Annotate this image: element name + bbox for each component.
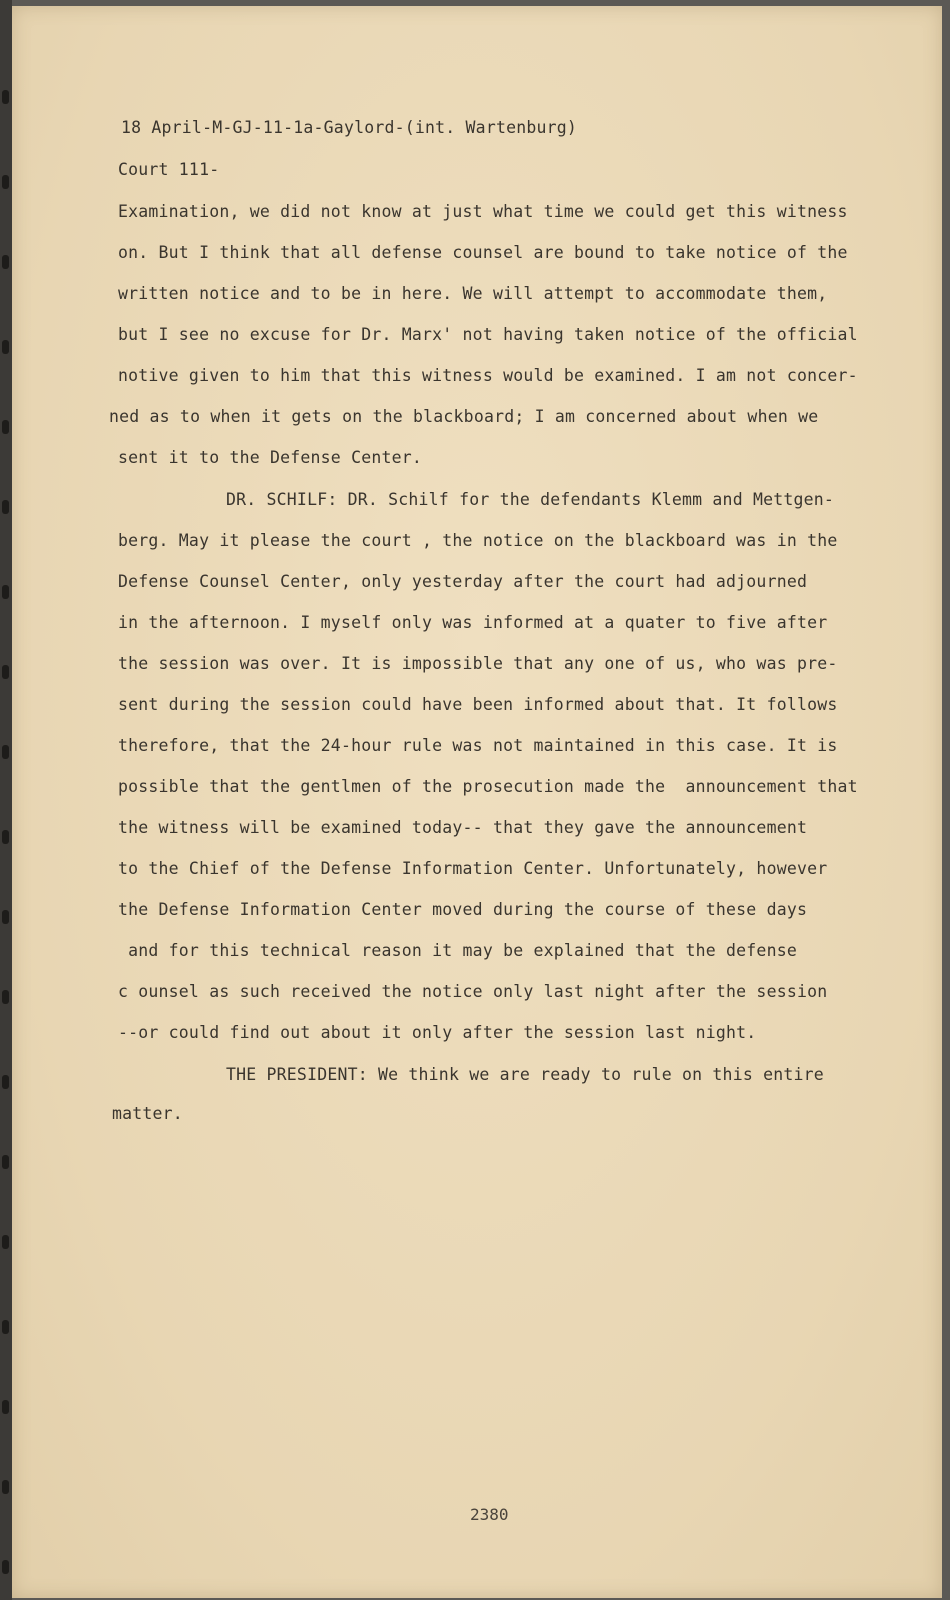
binding-hole — [2, 1560, 9, 1574]
speaker-line: THE PRESIDENT: We think we are ready to rule on this entire — [226, 1065, 824, 1084]
binding-hole — [2, 1075, 9, 1089]
speaker-line: DR. SCHILF: DR. Schilf for the defendants Klemm and Mettgen- — [226, 490, 835, 509]
binding-hole — [2, 1320, 9, 1334]
body-line: matter. — [112, 1104, 183, 1123]
binding-hole — [2, 585, 9, 599]
court-line: Court 111- — [118, 160, 220, 179]
body-line: therefore, that the 24-hour rule was not maintained in this case. It is — [118, 736, 838, 755]
binding-hole — [2, 910, 9, 924]
body-line: notive given to him that this witness would be examined. I am not concer- — [118, 366, 858, 385]
body-line: on. But I think that all defense counsel are bound to take notice of the — [118, 243, 848, 262]
binding-hole — [2, 1480, 9, 1494]
binding-hole — [2, 745, 9, 759]
transcript-page — [12, 6, 942, 1598]
body-line: the Defense Information Center moved during the course of these days — [118, 900, 808, 919]
binding-hole — [2, 340, 9, 354]
binding-hole — [2, 1155, 9, 1169]
body-line: sent it to the Defense Center. — [118, 448, 423, 467]
body-line: to the Chief of the Defense Information Center. Unfortunately, however — [118, 859, 828, 878]
page-number: 2380 — [470, 1505, 509, 1524]
binding-hole — [2, 1400, 9, 1414]
binding-hole — [2, 990, 9, 1004]
binding-hole — [2, 500, 9, 514]
body-line: sent during the session could have been informed about that. It follows — [118, 695, 838, 714]
binding-hole — [2, 90, 9, 104]
body-line: ned as to when it gets on the blackboard; I am concerned about when we — [109, 407, 819, 426]
body-line: --or could find out about it only after the session last night. — [118, 1023, 757, 1042]
binding-hole — [2, 1235, 9, 1249]
binding-hole — [2, 255, 9, 269]
body-line: but I see no excuse for Dr. Marx' not having taken notice of the official — [118, 325, 858, 344]
body-line: the session was over. It is impossible that any one of us, who was pre- — [118, 654, 838, 673]
header-line: 18 April-M-GJ-11-1a-Gaylord-(int. Wartenburg) — [121, 118, 578, 137]
binding-hole — [2, 830, 9, 844]
binding-hole — [2, 665, 9, 679]
body-line: in the afternoon. I myself only was informed at a quater to five after — [118, 613, 828, 632]
binding-edge — [0, 0, 12, 1600]
body-line: Examination, we did not know at just what time we could get this witness — [118, 202, 848, 221]
body-line: written notice and to be in here. We will attempt to accommodate them, — [118, 284, 828, 303]
body-line: c ounsel as such received the notice only last night after the session — [118, 982, 828, 1001]
body-line: and for this technical reason it may be explained that the defense — [118, 941, 797, 960]
binding-hole — [2, 420, 9, 434]
body-line: berg. May it please the court , the notice on the blackboard was in the — [118, 531, 838, 550]
body-line: Defense Counsel Center, only yesterday after the court had adjourned — [118, 572, 808, 591]
binding-hole — [2, 175, 9, 189]
body-line: the witness will be examined today-- that they gave the announcement — [118, 818, 808, 837]
body-line: possible that the gentlmen of the prosecution made the announcement that — [118, 777, 858, 796]
